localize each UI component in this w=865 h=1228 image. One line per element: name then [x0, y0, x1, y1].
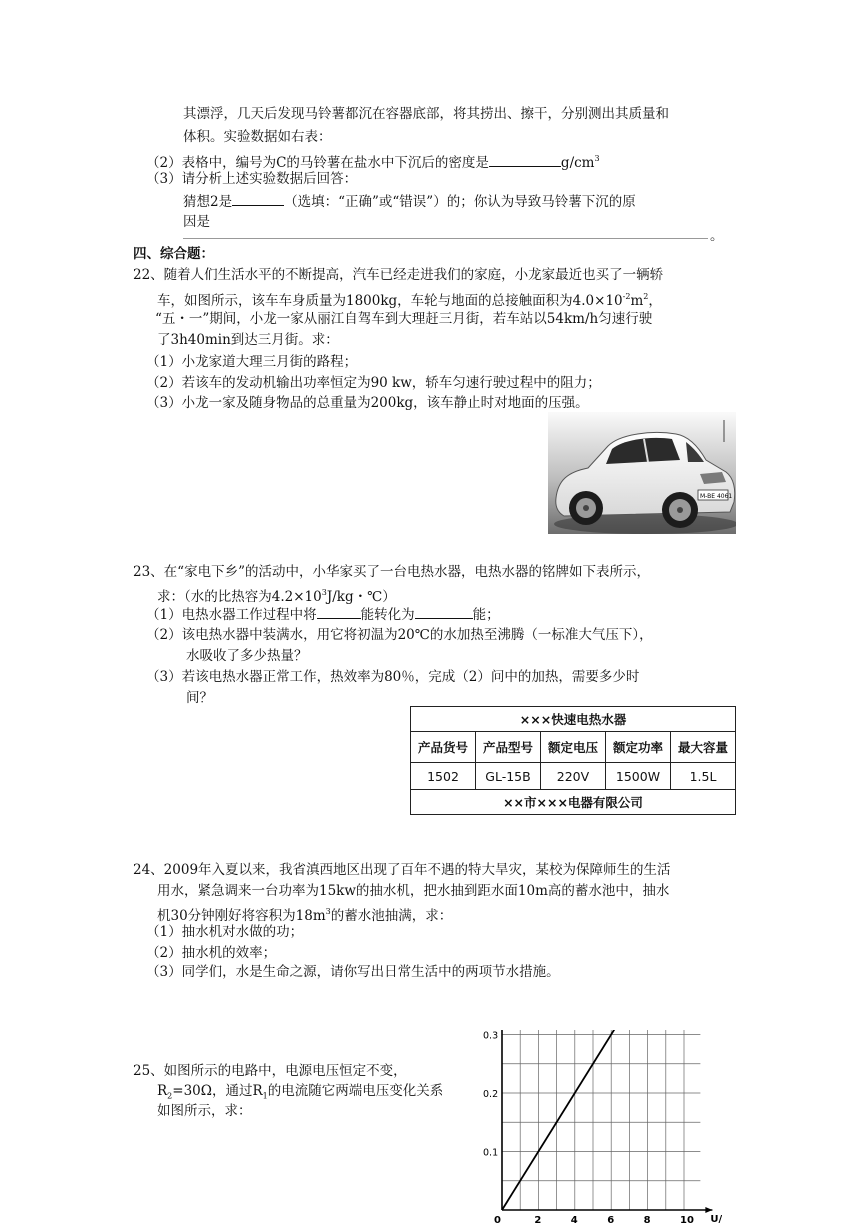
- question-item: （3）同学们，水是生命之源，请你写出日常生活中的两项节水措施。: [146, 964, 560, 980]
- y-tick-label: 0.2: [483, 1089, 499, 1100]
- question-item: （2）该电热水器中装满水，用它将初温为20℃的水加热至沸腾（一标准大气压下），: [146, 627, 653, 643]
- y-tick-label: 0.1: [483, 1147, 499, 1159]
- table-cell: 1502: [411, 763, 476, 790]
- text-line: 求：（水的比热容为$4.2\times 10^3J/kg$・℃）: [157, 588, 396, 605]
- table-cell: 1500W: [606, 763, 671, 790]
- answer-blank[interactable]: [317, 604, 361, 619]
- text-line: 了3h40min到达三月街。求：: [157, 332, 339, 348]
- x-tick-label: 0: [494, 1215, 501, 1224]
- table-header: 产品货号: [411, 732, 476, 763]
- table-cell: GL-15B: [476, 763, 541, 790]
- text-line: “五・一”期间，小龙一家从丽江自驾车到大理赶三月街，若车站以54km/h匀速行驶: [155, 311, 653, 327]
- text-line: 其漂浮，几天后发现马铃薯都沉在容器底部，将其捞出、擦干，分别测出其质量和: [183, 106, 669, 122]
- text-line: 水吸收了多少热量？: [186, 648, 308, 664]
- question-item: （3）若该电热水器正常工作，热效率为80％，完成（2）问中的加热，需要多少时: [146, 669, 640, 685]
- answer-line[interactable]: [183, 238, 708, 239]
- nameplate-title: ×××快速电热水器: [411, 707, 736, 732]
- table-cell: 1.5L: [671, 763, 736, 790]
- question-22: 22、随着人们生活水平的不断提高，汽车已经走进我们的家庭，小龙家最近也买了一辆轿: [133, 267, 664, 283]
- x-axis-arrow: [705, 1207, 712, 1213]
- table-header: 最大容量: [671, 732, 736, 763]
- x-tick-label: 6: [607, 1215, 615, 1224]
- car-image: [548, 412, 736, 534]
- text-line: 车，如图所示，该车车身质量为1800kg，车轮与地面的总接触面积为$4.0\times 10^{-2}m^2$，: [157, 292, 662, 309]
- section-title: 四、综合题：: [133, 246, 214, 262]
- table-cell: 220V: [541, 763, 606, 790]
- table-header: 产品型号: [476, 732, 541, 763]
- x-tick-label: 8: [643, 1215, 651, 1224]
- question-item: （2）抽水机的效率；: [146, 945, 277, 961]
- question-24: 24、2009年入夏以来，我省滇西地区出现了百年不遇的特大旱灾，某校为保障师生的生活: [133, 862, 671, 878]
- text-line: $R_2=30\Omega$，通过$R_1$的电流随它两端电压变化关系: [157, 1083, 444, 1101]
- question-item: （3）请分析上述实验数据后回答：: [146, 171, 358, 187]
- answer-blank[interactable]: [415, 604, 473, 619]
- question-item: （2）若该车的发动机输出功率恒定为90 kw，轿车匀速行驶过程中的阻力；: [146, 375, 601, 391]
- text-line: 因是: [183, 214, 210, 230]
- question-23: 23、在“家电下乡”的活动中，小华家买了一台电热水器，电热水器的铭牌如下表所示，: [133, 564, 650, 580]
- question-item: 猜想2是 （选填：“正确”或“错误”）的；你认为导致马铃薯下沉的原: [183, 191, 636, 212]
- text-line: 体积。实验数据如右表：: [183, 129, 332, 145]
- license-plate: M-BE 4061: [700, 493, 733, 500]
- question-item: （1）小龙家道大理三月街的路程；: [146, 354, 358, 370]
- text-line: 机30分钟刚好将容积为$18m^3$的蓄水池抽满，求：: [157, 907, 453, 924]
- table-header: 额定功率: [606, 732, 671, 763]
- text-line: 。: [710, 228, 724, 244]
- question-item: （2）表格中，编号为C的马铃薯在盐水中下沉后的密度是 $g/cm^3$: [146, 154, 600, 171]
- answer-blank[interactable]: [232, 191, 284, 206]
- question-item: （3）小龙一家及随身物品的总重量为200kg，该车静止时对地面的压强。: [146, 395, 589, 411]
- x-tick-label: 2: [534, 1215, 542, 1224]
- answer-blank[interactable]: [489, 152, 561, 167]
- nameplate-footer: ××市×××电器有限公司: [411, 790, 736, 815]
- iv-chart: [462, 1030, 722, 1224]
- text-line: 用水，紧急调来一台功率为15kw的抽水机，把水抽到距水面10m高的蓄水池中，抽水: [157, 883, 670, 899]
- text-line: 如图所示，求：: [157, 1103, 252, 1119]
- nameplate-table: [410, 706, 736, 815]
- x-axis-label: U/: [710, 1214, 722, 1224]
- x-tick-label: 10: [680, 1215, 694, 1224]
- x-tick-label: 4: [570, 1215, 578, 1224]
- question-item: （1）电热水器工作过程中将 能转化为 能；: [146, 604, 500, 625]
- text-line: 间？: [186, 690, 213, 706]
- y-tick-label: 0.3: [483, 1030, 499, 1042]
- question-25: 25、如图所示的电路中，电源电压恒定不变，: [133, 1063, 407, 1079]
- question-item: （1）抽水机对水做的功；: [146, 924, 304, 940]
- table-header: 额定电压: [541, 732, 606, 763]
